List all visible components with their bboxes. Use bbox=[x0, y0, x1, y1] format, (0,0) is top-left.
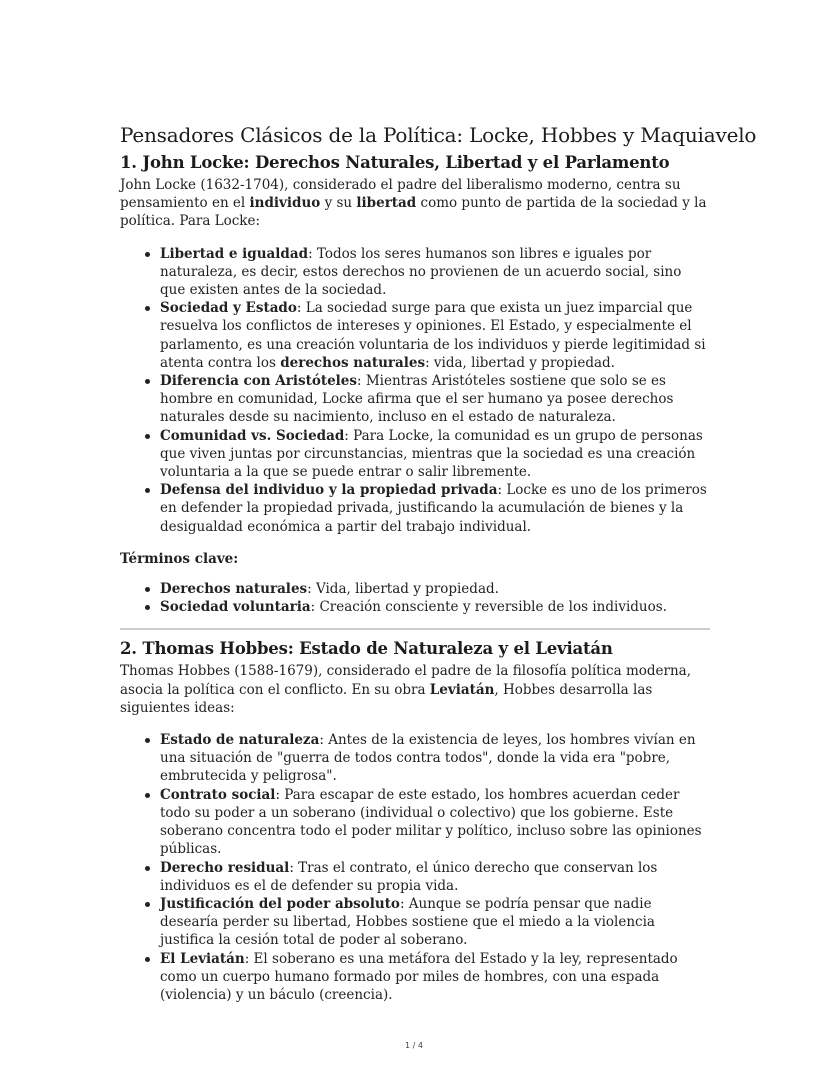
list-item: Comunidad vs. Sociedad: Para Locke, la comunidad es un grupo de personas que viven juntas por circunstancias, mientras que la sociedad es una creación voluntaria a la que se puede entrar o salir libremente. bbox=[160, 427, 710, 482]
locke-list bbox=[120, 245, 710, 536]
locke-intro: John Locke (1632-1704), considerado el padre del liberalismo moderno, centra su pensamiento en el individuo y su libertad como punto de partida de la sociedad y la política. Para Locke: bbox=[120, 177, 707, 230]
page-number: 1 / 4 bbox=[405, 1041, 423, 1050]
list-item: Derecho residual: Tras el contrato, el único derecho que conservan los individuos es el de defender su propia vida. bbox=[160, 859, 710, 895]
list-item: El Leviatán: El soberano es una metáfora del Estado y la ley, representado como un cuerpo humano formado por miles de hombres, con una espada (violencia) y un báculo (creencia). bbox=[160, 950, 710, 1005]
document-page bbox=[120, 122, 757, 1004]
list-item: Justificación del poder absoluto: Aunque se podría pensar que nadie desearía perder su libertad, Hobbes sostiene que el miedo a la violencia justifica la cesión total de poder al soberano. bbox=[160, 895, 710, 950]
list-item: Contrato social: Para escapar de este estado, los hombres acuerdan ceder todo su poder a un soberano (individual o colectivo) que los gobierne. Este soberano concentra todo el poder militar y político, incluso sobre las opiniones públicas. bbox=[160, 786, 710, 859]
list-item: Derechos naturales: Vida, libertad y propiedad. bbox=[160, 580, 710, 598]
list-item: Libertad e igualdad: Todos los seres humanos son libres e iguales por naturaleza, es decir, estos derechos no provienen de un acuerdo social, sino que existen antes de la sociedad. bbox=[160, 245, 710, 300]
hobbes-intro: Thomas Hobbes (1588-1679), considerado el padre de la filosofía política moderna, asocia la política con el conflicto. En su obra Leviatán, Hobbes desarrolla las siguientes ideas: bbox=[120, 663, 692, 716]
section-heading-hobbes: 2. Thomas Hobbes: Estado de Naturaleza y el Leviatán bbox=[120, 639, 613, 659]
list-item: Sociedad voluntaria: Creación consciente y reversible de los individuos. bbox=[160, 598, 710, 616]
hobbes-list bbox=[120, 731, 710, 1004]
key-terms-heading: Términos clave: bbox=[120, 550, 239, 567]
list-item: Defensa del individuo y la propiedad privada: Locke es uno de los primeros en defender la propiedad privada, justificando la acumulación de bienes y la desigualdad económica a partir del trabajo individual. bbox=[160, 481, 710, 536]
list-item: Diferencia con Aristóteles: Mientras Aristóteles sostiene que solo se es hombre en comunidad, Locke afirma que el ser humano ya posee derechos naturales desde su nacimiento, incluso en el estado de naturaleza. bbox=[160, 372, 710, 427]
key-terms-list bbox=[120, 580, 710, 616]
document-title: Pensadores Clásicos de la Política: Locke, Hobbes y Maquiavelo bbox=[120, 123, 757, 147]
section-divider bbox=[120, 628, 710, 630]
list-item: Estado de naturaleza: Antes de la existencia de leyes, los hombres vivían en una situación de "guerra de todos contra todos", donde la vida era "pobre, embrutecida y peligrosa". bbox=[160, 731, 710, 786]
section-heading-locke: 1. John Locke: Derechos Naturales, Libertad y el Parlamento bbox=[120, 153, 670, 172]
list-item: Sociedad y Estado: La sociedad surge para que exista un juez imparcial que resuelva los conflictos de intereses y opiniones. El Estado, y especialmente el parlamento, es una creación voluntaria de los individuos y pierde legitimidad si atenta contra los derechos naturales: vida, libertad y propiedad. bbox=[160, 299, 710, 372]
